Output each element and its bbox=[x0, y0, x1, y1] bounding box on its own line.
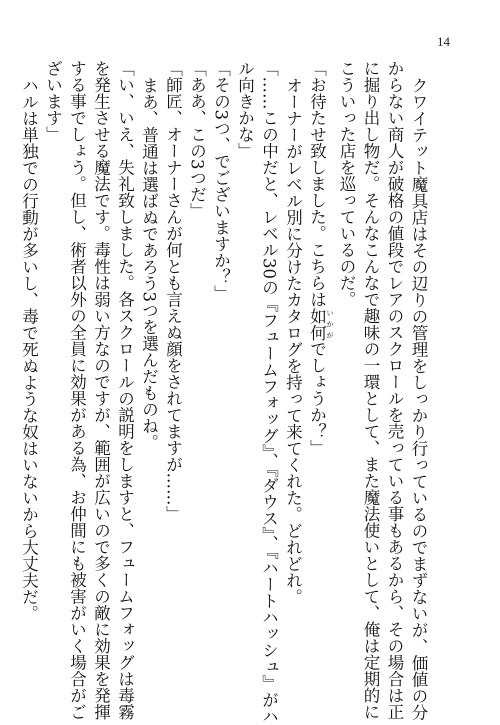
text-line-5 bbox=[305, 60, 335, 670]
text-line-12: まあ、普通は選ばぬであろう3つを選んだものね。 bbox=[139, 76, 159, 450]
text-line-4: こういった店を巡っているのだ。 bbox=[337, 60, 356, 308]
text-line-3: に掘り出し物だ。そんなこんなで趣味の一環として、また魔法使いとして、俺は定期的に bbox=[361, 60, 380, 720]
text-line-1: クワイテット魔具店はその辺りの管理をしっかり行っているのでまずないが、価値の分 bbox=[409, 76, 428, 720]
page-number: 14 bbox=[437, 34, 450, 49]
text-line-9: 「その3つ、でございますか？」 bbox=[211, 60, 231, 302]
ruby-reading: いかが bbox=[326, 307, 334, 341]
text-line-2: からない商人が破格の値段でレアのスクロールを売っている事もあるから、その場合は正 bbox=[385, 60, 404, 720]
text-line-13: 「い、いえ、失礼致しました。各スクロールの説明をしますと、フュームフォッグは毒霧 bbox=[115, 60, 135, 720]
text-line-6: オーナーがレベル別に分けたカタログを持って来てくれた。どれどれ。 bbox=[283, 76, 303, 605]
text-line-11: 「師匠、オーナーさんが何とも言えぬ顔をされてますが……」 bbox=[163, 60, 183, 522]
ruby-annotation: 如何 いかが bbox=[307, 307, 334, 341]
text-line-15: する事でしょう。但し、術者以外の全員に効果がある為、お仲間にも被害がいく場合がご bbox=[67, 60, 87, 720]
dialogue-ruby-line: 「お待たせ致しました。こちらは如何 いかがでしょうか？」 bbox=[307, 60, 334, 456]
text-line-16: ざいます」 bbox=[43, 60, 63, 143]
text-line-14: を発生させる魔法です。毒性は弱い方なのですが、範囲が広いので多くの敵に効果を発揮 bbox=[91, 60, 111, 720]
text-line-7: 「……この中だと、レベル30の『フュームフォッグ』、『ダウス』、『ハートハッシュ』がハ bbox=[259, 60, 279, 725]
vertical-text-body bbox=[19, 60, 430, 725]
text-line-8: ル向きかな」 bbox=[235, 60, 255, 159]
text-line-10: 「ああ、この3つだ」 bbox=[187, 60, 207, 219]
text-line-17: ハルは単独での行動が多いし、毒で死ぬような奴はいないから大丈夫だ。 bbox=[19, 76, 39, 621]
